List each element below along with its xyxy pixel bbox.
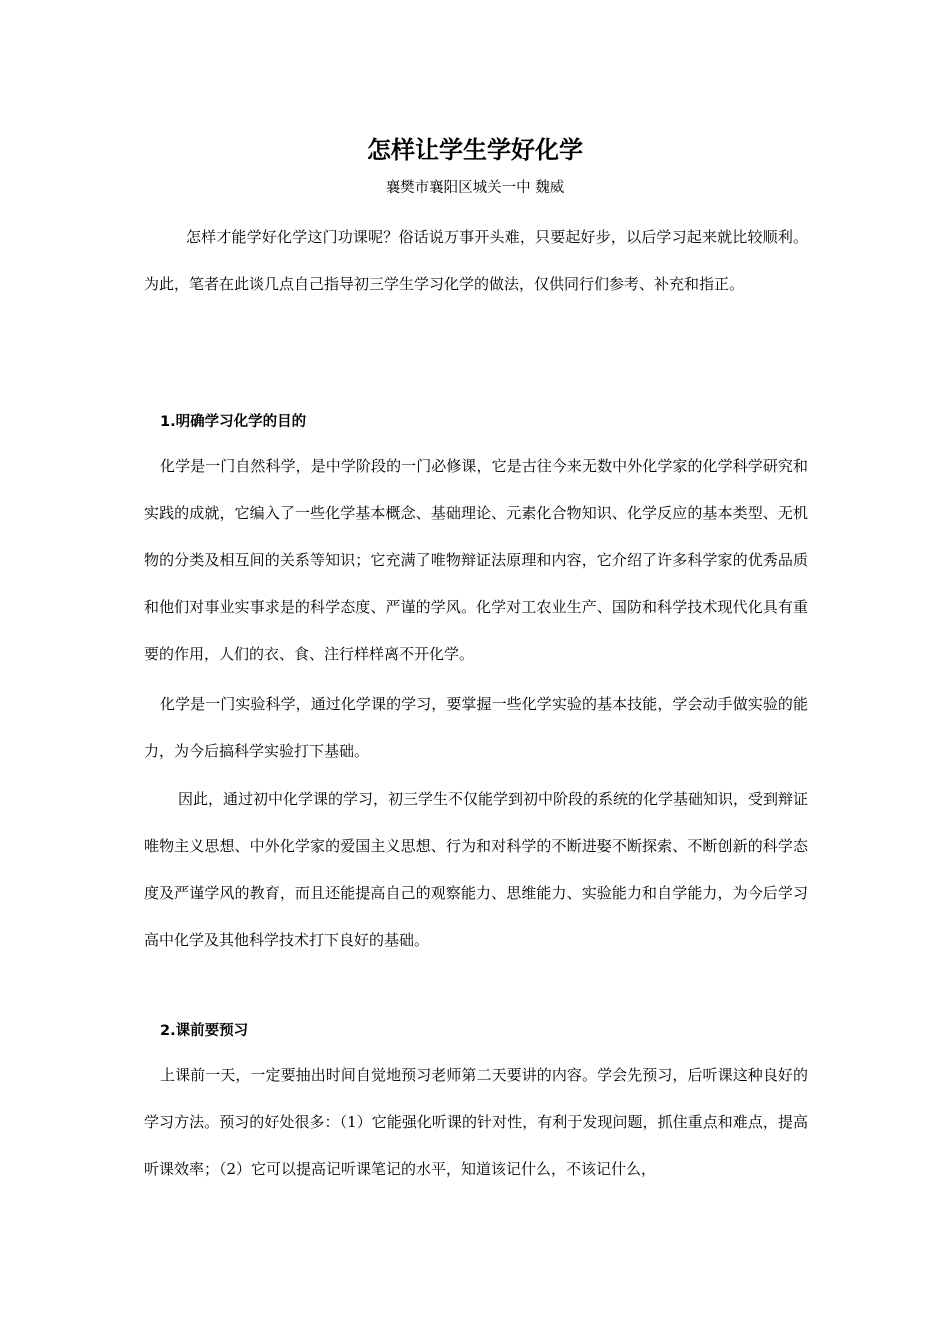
section-1-paragraph-3: 因此，通过初中化学课的学习，初三学生不仅能学到初中阶段的系统的化学基础知识，受到辩证唯物主义思想、中外化学家的爱国主义思想、行为和对科学的不断进娶不断探索、不断创新的科学态度及严谨学风的教育，而且还能提高自己的观察能力、思维能力、实验能力和自学能力，为今后学习高中化学及其他科学技术打下良好的基础。 <box>144 790 809 949</box>
document-title: 怎样让学生学好化学 <box>367 136 583 164</box>
section-1-heading: 1.明确学习化学的目的 <box>160 414 307 430</box>
section-2-paragraph-1: 上课前一天，一定要抽出时间自觉地预习老师第二天要讲的内容。学会先预习，后听课这种良好的学习方法。预习的好处很多：（1）它能强化听课的针对性，有利于发现问题，抓住重点和难点，提高听课效率；（2）它可以提高记听课笔记的水平，知道该记什么，不该记什么， <box>144 1066 808 1178</box>
section-2-heading: 2.课前要预习 <box>160 1023 249 1039</box>
section-1-paragraph-1: 化学是一门自然科学，是中学阶段的一门必修课，它是古往今来无数中外化学家的化学科学研究和实践的成就，它编入了一些化学基本概念、基础理论、元素化合物知识、化学反应的基本类型、无机物的分类及相互间的关系等知识；它充满了唯物辩证法原理和内容，它介绍了许多科学家的优秀品质和他们对事业实事求是的科学态度、严谨的学风。化学对工农业生产、国防和科学技术现代化具有重要的作用，人们的衣、食、注行样样离不开化学。 <box>144 457 808 663</box>
intro-paragraph: 怎样才能学好化学这门功课呢？俗话说万事开头难，只要起好步，以后学习起来就比较顺利。为此，笔者在此谈几点自己指导初三学生学习化学的做法，仅供同行们参考、补充和指正。 <box>144 228 808 293</box>
author-line: 襄樊市襄阳区城关一中 魏威 <box>385 180 565 196</box>
section-1-paragraph-2: 化学是一门实验科学，通过化学课的学习，要掌握一些化学实验的基本技能，学会动手做实验的能力，为今后搞科学实验打下基础。 <box>144 695 808 760</box>
